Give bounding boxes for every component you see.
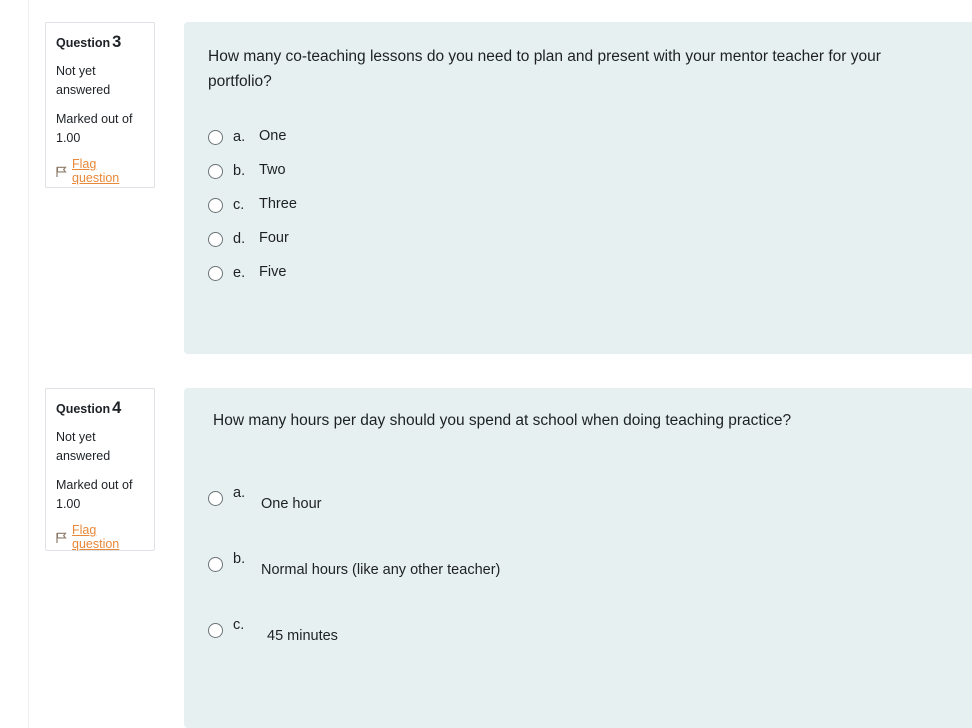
question-state-4: Not yet answered bbox=[56, 429, 111, 464]
question-info-3 bbox=[45, 22, 155, 188]
answer-letter-c: c. bbox=[233, 196, 245, 213]
radio-e[interactable] bbox=[208, 266, 223, 281]
answer-option-d[interactable] bbox=[208, 228, 950, 249]
answer-letter-b: b. bbox=[233, 162, 246, 179]
question-block-4 bbox=[45, 388, 972, 728]
question-number-value: 3 bbox=[112, 33, 122, 51]
answer-letter-d: d. bbox=[233, 230, 246, 247]
question-content-3 bbox=[184, 22, 972, 354]
question-info-4 bbox=[45, 388, 155, 551]
question-label: Question bbox=[56, 402, 111, 416]
answer-text-c: 45 minutes bbox=[267, 628, 338, 645]
answer-option-e[interactable] bbox=[208, 262, 950, 283]
question-content-4 bbox=[184, 388, 972, 728]
radio-c[interactable] bbox=[208, 198, 223, 213]
answer-option-b[interactable] bbox=[208, 160, 950, 181]
answer-text-a: One hour bbox=[261, 496, 322, 513]
answer-text-c: Three bbox=[259, 196, 297, 213]
question-marks-3: Marked out of 1.00 bbox=[56, 111, 133, 145]
answer-letter-c: c. bbox=[233, 617, 245, 634]
answer-option-b[interactable] bbox=[208, 551, 950, 581]
answer-option-a[interactable] bbox=[208, 126, 950, 147]
flag-icon bbox=[56, 166, 67, 178]
answer-text-b: Two bbox=[259, 162, 286, 179]
answer-list-4 bbox=[208, 485, 950, 647]
radio-b[interactable] bbox=[208, 557, 223, 572]
answer-letter-e: e. bbox=[233, 264, 246, 281]
question-marks-4: Marked out of 1.00 bbox=[56, 477, 133, 511]
answer-text-a: One bbox=[259, 128, 287, 145]
flag-question-row-3[interactable] bbox=[56, 157, 146, 185]
answer-option-c[interactable] bbox=[208, 617, 950, 647]
answer-letter-a: a. bbox=[233, 128, 246, 145]
question-label: Question bbox=[56, 36, 111, 50]
radio-a[interactable] bbox=[208, 130, 223, 145]
radio-b[interactable] bbox=[208, 164, 223, 179]
question-number-value: 4 bbox=[112, 399, 122, 417]
question-number-4 bbox=[56, 399, 146, 419]
answer-text-e: Five bbox=[259, 264, 287, 281]
answer-letter-a: a. bbox=[233, 485, 246, 502]
flag-question-link-4[interactable]: Flag question bbox=[72, 523, 120, 552]
question-state-3: Not yet answered bbox=[56, 63, 111, 98]
flag-question-link-3[interactable]: Flag question bbox=[72, 157, 120, 186]
answer-letter-b: b. bbox=[233, 551, 246, 568]
answer-option-c[interactable] bbox=[208, 194, 950, 215]
left-gutter bbox=[0, 0, 29, 728]
question-text-3: How many co-teaching lessons do you need to plan and present with your mentor teacher for your portfolio? bbox=[208, 48, 881, 91]
radio-c[interactable] bbox=[208, 623, 223, 638]
question-block-3 bbox=[45, 22, 972, 354]
question-number-3 bbox=[56, 33, 146, 53]
answer-option-a[interactable] bbox=[208, 485, 950, 515]
answer-text-b: Normal hours (like any other teacher) bbox=[261, 562, 501, 579]
flag-question-row-4[interactable] bbox=[56, 523, 146, 551]
radio-d[interactable] bbox=[208, 232, 223, 247]
question-text-4: How many hours per day should you spend at school when doing teaching practice? bbox=[213, 412, 792, 429]
answer-list-3 bbox=[208, 126, 950, 283]
radio-a[interactable] bbox=[208, 491, 223, 506]
flag-icon bbox=[56, 532, 67, 544]
answer-text-d: Four bbox=[259, 230, 289, 247]
